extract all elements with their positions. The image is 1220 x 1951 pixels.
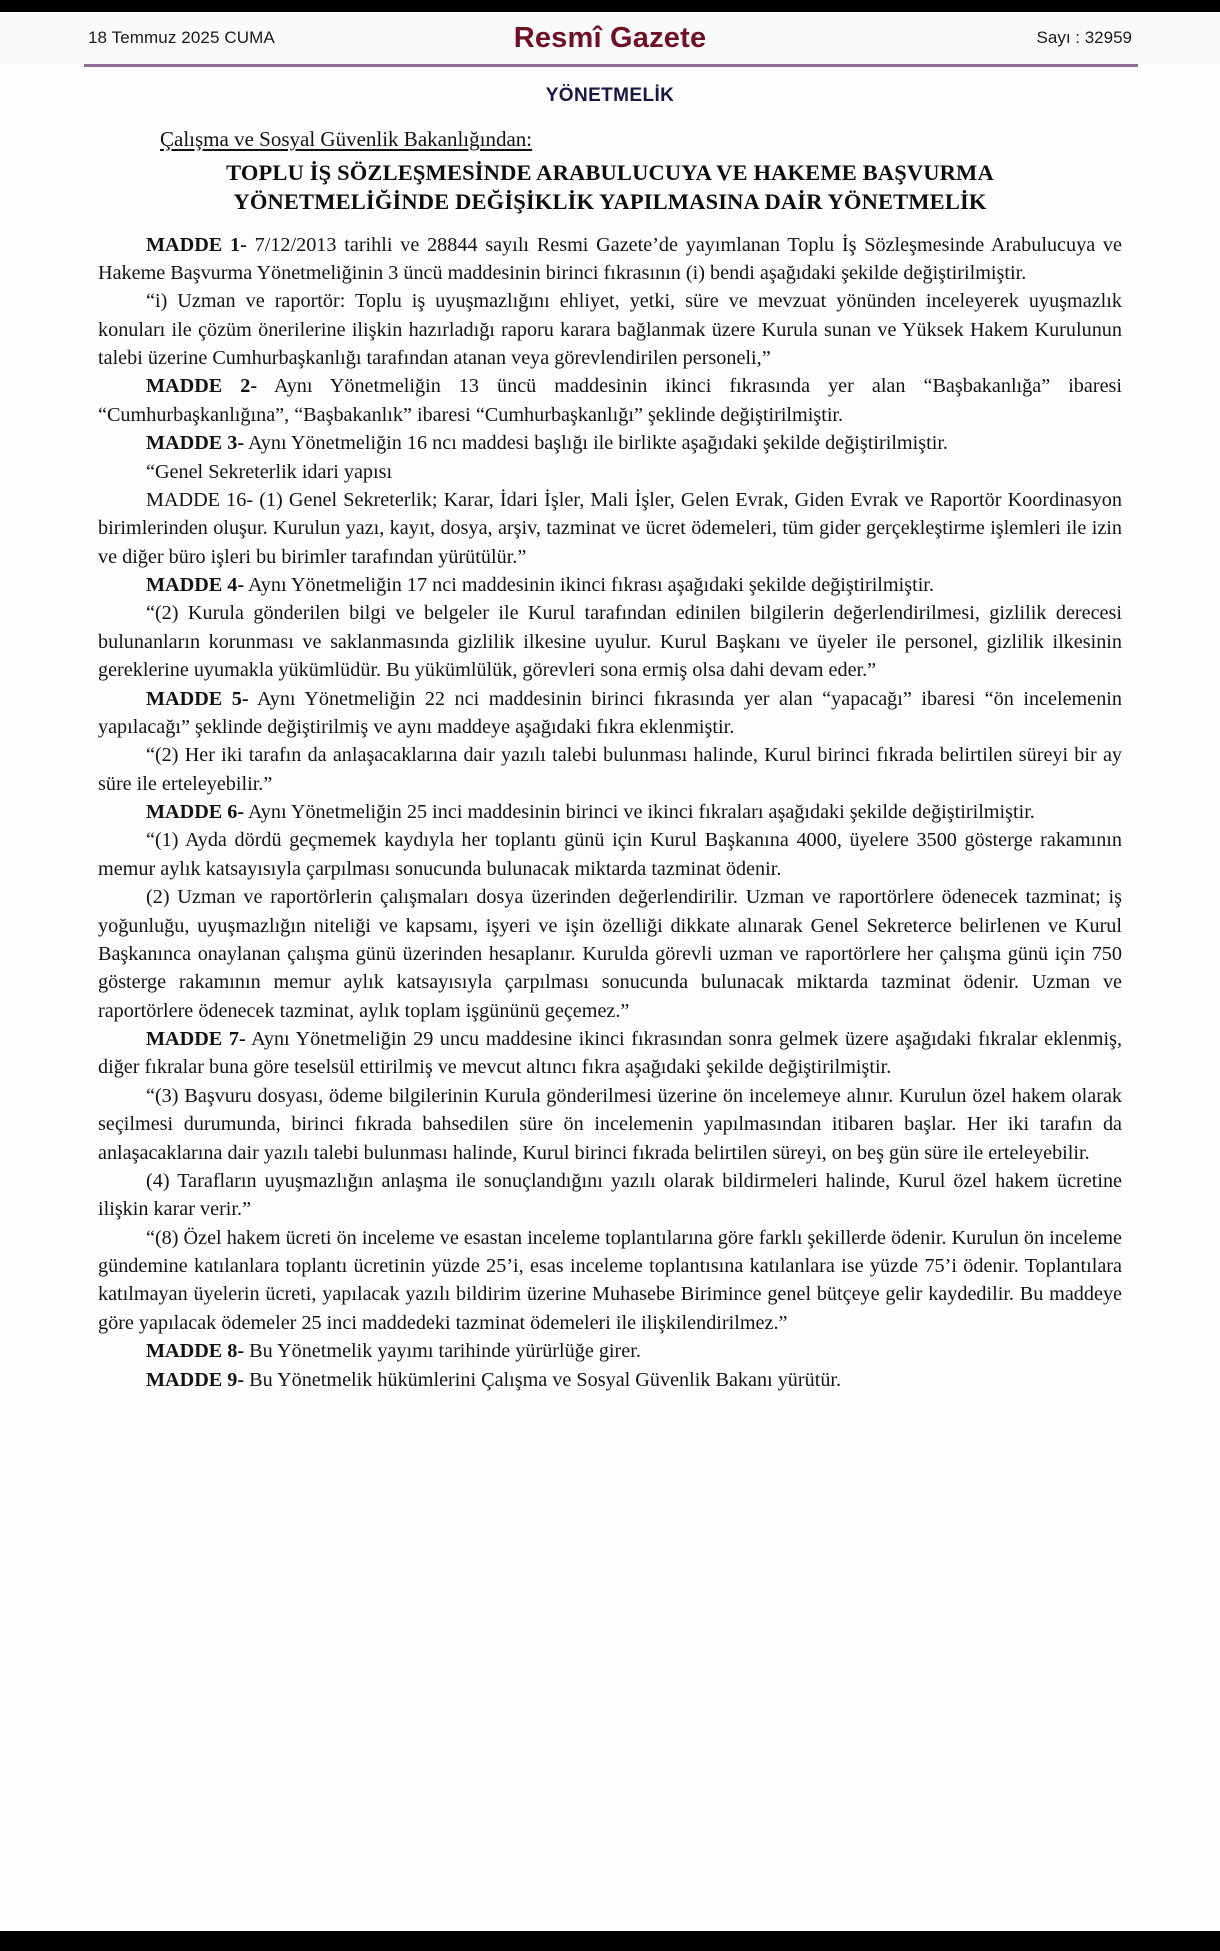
article-paragraph xyxy=(98,458,1122,486)
article-label: MADDE 4- xyxy=(146,574,245,596)
article-paragraph xyxy=(98,372,1122,429)
regulation-title xyxy=(170,158,1050,217)
article-text: “(2) Her iki tarafın da anlaşacaklarına dair yazılı talebi bulunması halinde, Kurul birinci fıkrada belirtilen süreyi bir ay süre ile erteleyebilir.” xyxy=(98,744,1122,795)
article-text: Aynı Yönetmeliğin 17 nci maddesinin ikinci fıkrası aşağıdaki şekilde değiştirilmiştir. xyxy=(244,574,934,596)
article-paragraph xyxy=(98,486,1122,571)
article-text: “(1) Ayda dördü geçmemek kaydıyla her toplantı günü için Kurul Başkanına 4000, üyelere 3500 gösterge rakamının memur aylık katsayısıyla çarpılması sonucunda bulunacak miktarda tazminat ödenir. xyxy=(98,829,1122,880)
article-paragraph xyxy=(98,685,1122,742)
article-text: (4) Tarafların uyuşmazlığın anlaşma ile sonuçlandığını yazılı olarak bildirmeleri halinde, Kurul özel hakem ücretine ilişkin karar verir.” xyxy=(98,1169,1122,1221)
gazette-page xyxy=(0,12,1220,1931)
article-text: “i) Uzman ve raportör: Toplu iş uyuşmazlığını ehliyet, yetki, süre ve mevzuat yönünden inceleyerek uyuşmazlık konuları ile çözüm önerilerine ilişkin hazırladığı raporu karara bağlanmak üzere Kurula sunan ve Yüksek Hakem Kurulunun talebi üzerine Cumhurbaşkanlığı tarafından atanan veya görevlendirilen personeli,” xyxy=(98,290,1122,369)
article-text: Aynı Yönetmeliğin 22 nci maddesinin birinci fıkrasında yer alan “yapacağı” ibaresi “ön incelemenin yapılacağı” şeklinde değiştirilmiş ve aynı maddeye aşağıdaki fıkra eklenmiştir. xyxy=(98,687,1122,738)
article-paragraph xyxy=(98,599,1122,684)
article-text: “(2) Kurula gönderilen bilgi ve belgeler ile Kurul tarafından edinilen bilgilerin değerlendirilmesi, gizlilik derecesi bulunanların korunması ve saklanmasında gizlilik ilkesine uyulur. Kurul Başkanı ve üyeler ile personel, gizlilik ilkesinin gereklerine uyumakla yükümlüdür. Bu yükümlülük, görevleri sona ermiş olsa dahi devam eder.” xyxy=(98,602,1122,682)
article-paragraph xyxy=(98,1082,1122,1167)
article-paragraph xyxy=(98,1025,1122,1082)
letterbox-top-bar xyxy=(0,0,1220,12)
article-text: “Genel Sekreterlik idari yapısı xyxy=(146,460,393,483)
article-label: MADDE 3- xyxy=(146,432,245,455)
article-paragraph xyxy=(98,287,1122,372)
article-paragraph xyxy=(98,1224,1122,1338)
article-paragraph xyxy=(98,741,1122,798)
article-label: MADDE 9- xyxy=(146,1368,245,1391)
regulation-body xyxy=(98,231,1122,1394)
article-label: MADDE 1- xyxy=(146,233,247,256)
article-text: (2) Uzman ve raportörlerin çalışmaları dosya üzerinden değerlendirilir. Uzman ve raportörlere ödenecek tazminat; iş yoğunluğu, uyuşmazlığın niteliği ve kapsamı, işyeri ve işin özelliği dikkate alınarak Genel Sekreterce belirlenen ve Kurul Başkanınca onaylanan çalışma günü üzerinden hesaplanır. Kurulda görevli uzman ve raportörlere her çalışma günü için 750 gösterge rakamının memur aylık katsayısıyla çarpılması sonucunda bulunacak miktarda tazminat ödenir. Uzman ve raportörlere ödenecek tazminat, aylık toplam işgününü geçemez.” xyxy=(98,886,1122,1022)
article-text: Aynı Yönetmeliğin 13 üncü maddesinin ikinci fıkrasında yer alan “Başbakanlığa” ibaresi “Cumhurbaşkanlığına”, “Başbakanlık” ibaresi “Cumhurbaşkanlığı” şeklinde değiştirilmiştir. xyxy=(98,375,1122,426)
regulation-title-line-1: TOPLU İŞ SÖZLEŞMESİNDE ARABULUCUYA VE HAKEME BAŞVURMA xyxy=(226,160,994,185)
article-label: MADDE 6- xyxy=(146,801,245,823)
article-label: MADDE 2- xyxy=(146,375,258,398)
article-paragraph xyxy=(98,798,1122,826)
masthead xyxy=(0,12,1220,64)
gazette-title: Resmî Gazete xyxy=(513,21,707,54)
regulation-title-line-2: YÖNETMELİĞİNDE DEĞİŞİKLİK YAPILMASINA DAİR YÖNETMELİK xyxy=(233,189,987,215)
article-label: MADDE 8- xyxy=(146,1340,245,1363)
article-text: Bu Yönetmelik hükümlerini Çalışma ve Sosyal Güvenlik Bakanı yürütür. xyxy=(244,1368,842,1391)
article-text: Aynı Yönetmeliğin 25 inci maddesinin birinci ve ikinci fıkraları aşağıdaki şekilde değiştirilmiştir. xyxy=(244,801,1035,823)
masthead-divider xyxy=(84,64,1138,67)
article-text: “(8) Özel hakem ücreti ön inceleme ve esastan inceleme toplantılarına göre farklı şekillerde ödenir. Kurulun ön inceleme gündemine katılanlara toplantı ücretinin yüzde 25’i, esas inceleme toplantısına katılanlara ise yüzde 75’i ödenir. Toplantılara katılmayan üyelerin ücreti, yapılacak yazılı bildirim üzerine Muhasebe Birimince genel bütçeye gelir kaydedilir. Bu maddeye göre yapılacak ödemeler 25 inci maddedeki tazminat ödemeleri ile ilişkilendirilmez.” xyxy=(98,1226,1122,1334)
article-text: 7/12/2013 tarihli ve 28844 sayılı Resmi Gazete’de yayımlanan Toplu İş Sözleşmesinde Arabulucuya ve Hakeme Başvurma Yönetmeliğinin 3 üncü maddesinin birinci fıkrasının (i) bendi aşağıdaki şekilde değiştirilmiştir. xyxy=(98,233,1122,284)
article-paragraph xyxy=(98,1366,1122,1394)
article-paragraph xyxy=(98,883,1122,1025)
issue-number: Sayı : 32959 xyxy=(1036,28,1132,47)
document-type-heading: YÖNETMELİK xyxy=(545,85,675,106)
article-paragraph xyxy=(98,826,1122,883)
article-paragraph xyxy=(98,231,1122,288)
article-text: “(3) Başvuru dosyası, ödeme bilgilerinin Kurula gönderilmesi üzerine ön incelemeye alınır. Kurulun özel hakem olarak seçilmesi durumunda, birinci fıkrada bahsedilen süre ön incelemenin yapılmasından itibaren başlar. Her iki tarafın da anlaşacaklarına dair yazılı talebi bulunması halinde, Kurul birinci fıkrada belirtilen süreyi, on beş gün süre ile erteleyebilir. xyxy=(98,1084,1122,1164)
article-label: MADDE 7- xyxy=(146,1028,246,1050)
article-paragraph xyxy=(98,1337,1122,1365)
article-label: MADDE 5- xyxy=(146,687,249,710)
article-text: Aynı Yönetmeliğin 16 ncı maddesi başlığı ile birlikte aşağıdaki şekilde değiştirilmiştir. xyxy=(244,432,948,455)
article-text: Bu Yönetmelik yayımı tarihinde yürürlüğe girer. xyxy=(244,1340,641,1363)
publication-date: 18 Temmuz 2025 CUMA xyxy=(88,28,275,47)
article-text: MADDE 16- (1) Genel Sekreterlik; Karar, İdari İşler, Mali İşler, Gelen Evrak, Giden Evrak ve Raportör Koordinasyon birimlerinden oluşur. Kurulun yazı, kayıt, dosya, arşiv, tazminat ve ücret ödemeleri, tüm gider gerçekleştirme işlemleri ile izin ve diğer büro işleri bu birimler tarafından yürütülür.” xyxy=(98,488,1122,568)
article-paragraph xyxy=(98,429,1122,457)
article-paragraph xyxy=(98,1167,1122,1224)
article-paragraph xyxy=(98,571,1122,599)
issuing-authority: Çalışma ve Sosyal Güvenlik Bakanlığından: xyxy=(160,127,533,151)
article-text: Aynı Yönetmeliğin 29 uncu maddesine ikinci fıkrasından sonra gelmek üzere aşağıdaki fıkralar eklenmiş, diğer fıkralar buna göre teselsül ettirilmiş ve mevcut altıncı fıkra aşağıdaki şekilde değiştirilmiştir. xyxy=(98,1028,1122,1079)
letterbox-bottom-bar xyxy=(0,1931,1220,1951)
